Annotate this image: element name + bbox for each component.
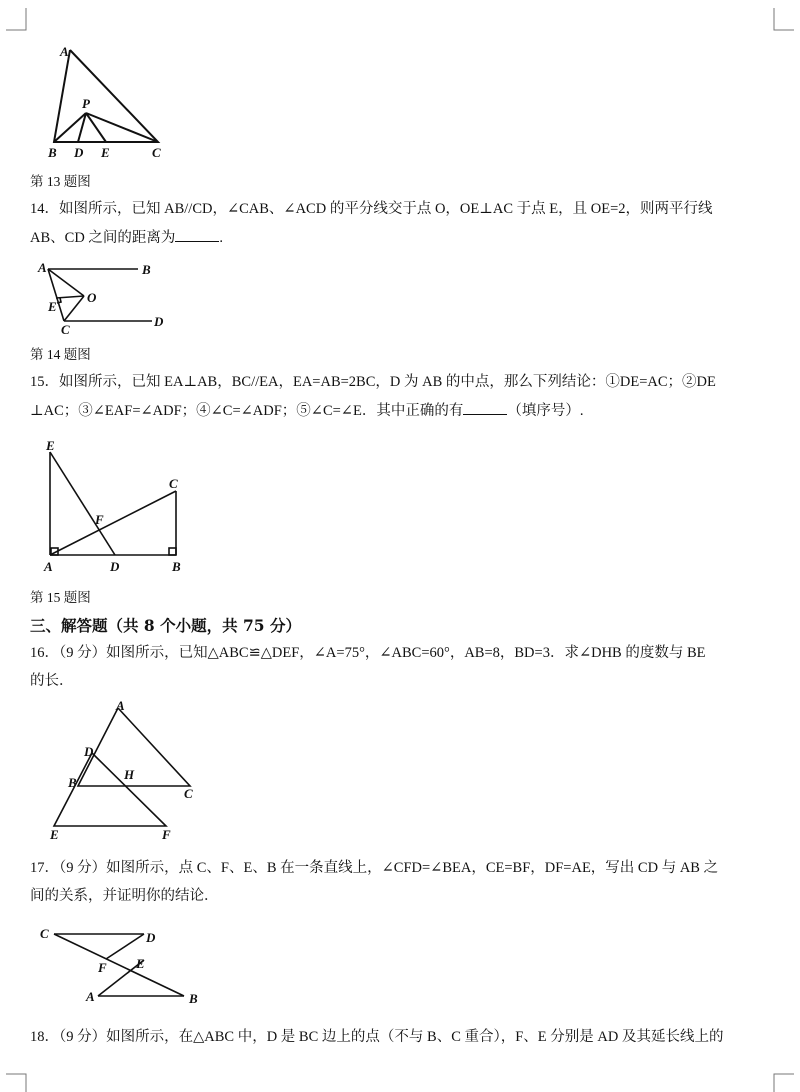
q16-line2: 的长． bbox=[30, 673, 74, 689]
label-F: F bbox=[95, 512, 104, 527]
label-B: B bbox=[68, 775, 77, 790]
section-3-title: 三、解答题（共 8 个小题，共 75 分） bbox=[30, 616, 301, 635]
q16-line1: 16．（9 分）如图所示，已知△ABC≌△DEF，∠A=75°，∠ABC=60°，AB=8，BD=3．求∠DHB 的度数与 BE bbox=[30, 645, 706, 661]
q14-line2-text: AB、CD 之间的距离为 bbox=[30, 230, 176, 246]
label-A: A bbox=[116, 698, 125, 713]
label-C: C bbox=[40, 926, 49, 941]
label-C: C bbox=[61, 322, 70, 337]
q14-line1: 14．如图所示，已知 AB//CD，∠CAB、∠ACD 的平分线交于点 O，OE⊥AC 于点 E，且 OE=2，则两平行线 bbox=[30, 201, 713, 217]
figure-14-caption: 第 14 题图 bbox=[30, 347, 91, 362]
figure-16 bbox=[46, 698, 206, 844]
label-D: D bbox=[84, 744, 94, 759]
q15-line2 bbox=[30, 400, 583, 421]
q15-line2-end: （填序号）. bbox=[507, 403, 584, 419]
label-A: A bbox=[60, 44, 69, 59]
label-C: C bbox=[184, 786, 193, 801]
answer-blank-15 bbox=[463, 400, 507, 415]
label-E: E bbox=[101, 145, 110, 160]
q17-line2: 间的关系，并证明你的结论． bbox=[30, 888, 219, 904]
label-P: P bbox=[82, 96, 90, 111]
q17-line1: 17．（9 分）如图所示，点 C、F、E、B 在一条直线上，∠CFD=∠BEA，CE=BF，DF=AE，写出 CD 与 AB 之 bbox=[30, 860, 719, 876]
figure-15-caption: 第 15 题图 bbox=[30, 590, 91, 605]
answer-blank-14 bbox=[175, 227, 219, 242]
label-B: B bbox=[172, 559, 181, 574]
label-D: D bbox=[110, 559, 120, 574]
label-B: B bbox=[189, 991, 198, 1006]
q14-line2 bbox=[30, 227, 223, 248]
q14-line2-end: . bbox=[219, 230, 224, 246]
label-D: D bbox=[146, 930, 156, 945]
q18-line1: 18．（9 分）如图所示，在△ABC 中，D 是 BC 边上的点（不与 B、C 重合），F、E 分别是 AD 及其延长线上的 bbox=[30, 1029, 724, 1045]
figure-15 bbox=[38, 436, 198, 578]
label-H: H bbox=[124, 767, 135, 782]
label-F: F bbox=[98, 960, 107, 975]
label-A: A bbox=[86, 989, 95, 1004]
label-A: A bbox=[38, 260, 47, 275]
label-E: E bbox=[50, 827, 59, 842]
label-E: E bbox=[48, 299, 57, 314]
label-B: B bbox=[48, 145, 57, 160]
figure-13-caption: 第 13 题图 bbox=[30, 174, 91, 189]
q15-line1: 15．如图所示，已知 EA⊥AB，BC//EA，EA=AB=2BC，D 为 AB 的中点，那么下列结论：①DE=AC；②DE bbox=[30, 374, 716, 390]
label-F: F bbox=[162, 827, 171, 842]
label-A: A bbox=[44, 559, 53, 574]
figure-13 bbox=[40, 40, 180, 165]
label-B: B bbox=[142, 262, 151, 277]
figure-14 bbox=[34, 258, 174, 336]
label-D: D bbox=[154, 314, 164, 329]
label-O: O bbox=[87, 290, 97, 305]
label-D: D bbox=[74, 145, 84, 160]
label-E: E bbox=[46, 438, 55, 453]
label-C: C bbox=[152, 145, 161, 160]
q15-line2-text: ⊥AC；③∠EAF=∠ADF；④∠C=∠ADF；⑤∠C=∠E．其中正确的有 bbox=[30, 403, 464, 419]
figure-17 bbox=[36, 922, 216, 1010]
label-C: C bbox=[169, 476, 178, 491]
label-E: E bbox=[136, 956, 145, 971]
